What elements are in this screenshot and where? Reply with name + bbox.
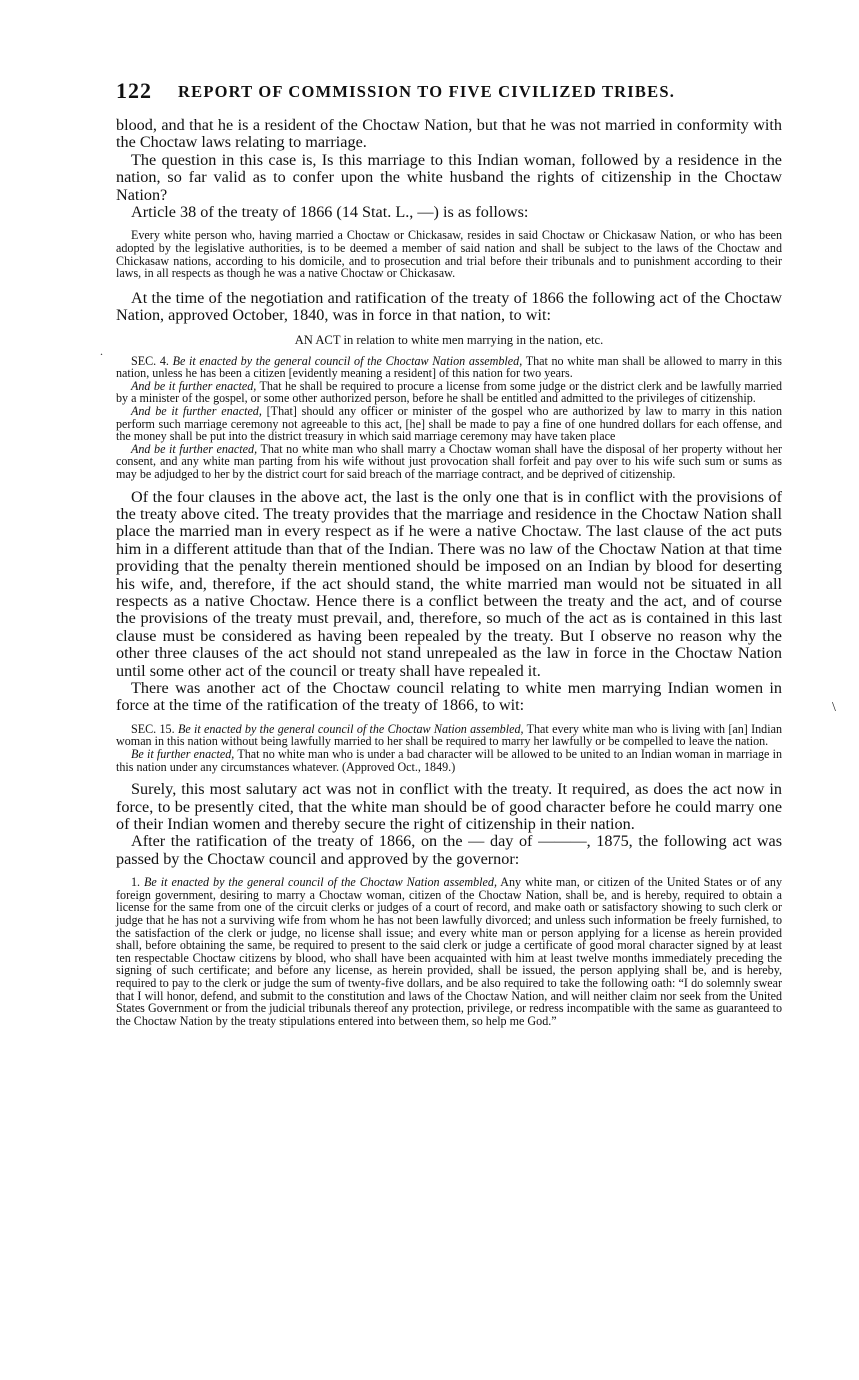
clause-3-text: [That] should any officer or minister of the gospel who are authorized by law to marry in this nation perform such marriage ceremony not agreeable to this act, [he] shall be made to pay a fine of one hundred dollars for each offense, and the money shall be put into the district treasury in which said marriage ceremony may have taken place (116, 404, 782, 444)
margin-tick: \ (832, 700, 836, 715)
section-15-clause-2-text: That no white man who is under a bad character will be allowed to be united to an Indian woman in marriage in this nation under any circumstances whatever. (116, 747, 782, 774)
section-15-approved: (Approved Oct., 1849.) (342, 759, 456, 774)
clause-2-text: That he shall be required to procure a license from some judge or the district clerk and be lawfully married by a minister of the gospel, or some other authorized person, before he shall be entitled and admitted to the privileges of citizenship. (116, 378, 782, 406)
paragraph-continuation: blood, and that he is a resident of the Choctaw Nation, but that he was not married in conformity with the Choctaw laws relating to marriage. (116, 116, 782, 152)
document-body (116, 117, 782, 1027)
paragraph-salutary-act: Surely, this most salutary act was not in conflict with the treaty. It required, as does the act now in force, to be presently cited, that the white man should be of good character before he could marry one of their Indian women and thereby secure the right of citizenship in their nation. (116, 780, 782, 834)
section-1-enacting: Be it enacted by the general council of the Choctaw Nation assembled, (144, 875, 497, 890)
section-4-enacting: Be it enacted by the general council of the Choctaw Nation assembled, (172, 353, 523, 368)
act-title: AN ACT in relation to white men marrying in the nation, etc. (294, 332, 604, 347)
quote-article-38: Every white person who, having married a Choctaw or Chickasaw, resides in said Choctaw or Chickasaw Nation, or who has been adopted by the legislative authorities, is to be deemed a member of said nation and shall be subject to the laws of the Choctaw and Chickasaw nations, according to his domicile, and to prosecution and trial before their tribunals and to punishment according to their laws, in all respects as though he was a native Choctaw or Chickasaw. (116, 228, 782, 281)
section-1-lead: 1. (131, 875, 141, 890)
section-4-clause-2 (116, 380, 782, 405)
section-4-clause-3 (116, 405, 782, 443)
clause-4-text: That no white man who shall marry a Choctaw woman shall have the disposal of her property without her consent, and any white man parting from his wife without just provocation shall forfeit and pay over to his wife such sum or sums as may be adjudged to her by the district court for said breach of the marriage contract, and be deprived of citizenship. (116, 441, 783, 481)
section-15-enacting: Be it enacted by the general council of the Choctaw Nation assembled, (177, 721, 524, 736)
running-title: REPORT OF COMMISSION TO FIVE CIVILIZED TRIBES. (178, 82, 676, 101)
section-15-lead: SEC. 15. (131, 721, 175, 736)
section-4-clause-4 (116, 443, 782, 481)
paragraph-article-38: Article 38 of the treaty of 1866 (14 Stat. L., —) is as follows: (131, 203, 529, 222)
section-4 (116, 355, 782, 380)
paragraph-1875-act: After the ratification of the treaty of 1866, on the — day of ———, 1875, the following act was passed by the Choctaw council and approved by the governor: (116, 832, 782, 868)
section-15 (116, 723, 782, 748)
section-4-text: That no white man shall be allowed to marry in this nation, unless he has been a citizen [evidently meaning a resident] of this nation for two years. (116, 353, 782, 381)
section-15-clause-2-enacting: Be it further enacted, (131, 747, 235, 762)
clause-3-enacting: And be it further enacted, (131, 404, 262, 418)
section-1-act-1875 (116, 876, 782, 1027)
section-15-clause-2 (116, 748, 782, 773)
page-number: 122 (116, 78, 152, 103)
section-15-text: That every white man who is living with [an] Indian woman in this nation without being lawfully married to her shall be required to marry her lawfully or be compelled to leave the nation. (116, 721, 782, 749)
clause-2-enacting: And be it further enacted, (131, 378, 257, 393)
clause-4-enacting: And be it further enacted, (131, 441, 258, 456)
margin-dot: . (100, 344, 103, 358)
section-1-text: Any white man, or citizen of the United States or of any foreign government, desiring to marry a Choctaw woman, citizen of the Choctaw Nation, shall be, and is hereby, required to obtain a license for the same from one of the circuit clerks or judges of a court of record, and make oath or satisfactory showing to such clerk or judge that he has not a surviving wife from whom he has not been lawfully divorced; and unless such information be freely furnished, to the satisfaction of the clerk or judge, no license shall issue; and every white man or person applying for a license as herein provided shall, before obtaining the same, be required to present to the said clerk or judge a certificate of good moral character signed by at least ten respectable Choctaw citizens by blood, who shall have been acquainted with him at least twelve months immediately preceding the signing of such certificate; and before any license, as herein provided, shall be issued, the person applying shall be, and is hereby, required to pay to the clerk or judge the sum of twenty-five dollars, and be also required to take the following oath: “I do solemnly swear that I will honor, defend, and submit to the constitution and laws of the Choctaw Nation, and will neither claim nor seek from the United States Government or from the judicial tribunals thereof any protection, privilege, or redress incompatible with the same as guaranteed to the Choctaw Nation by the treaty stipulations entered into between them, so help me God.” (116, 875, 782, 1028)
paragraph-act-1840: At the time of the negotiation and ratification of the treaty of 1866 the following act of the Choctaw Nation, approved October, 1840, was in force in that nation, to wit: (116, 288, 782, 325)
paragraph-analysis: Of the four clauses in the above act, the last is the only one that is in conflict with the provisions of the treaty above cited. The treaty provides that the marriage and residence in the Choctaw Nation shall place the married man in every respect as if he were a native Choctaw. The last clause of the act puts him in a different attitude than that of the Indian. There was no law of the Choctaw Nation at that time providing that the penalty therein mentioned should be imposed on an Indian by blood for deserting his wife, and, therefore, if the act should stand, the white married man would not be situated in all respects as a native Choctaw. Hence there is a conflict between the treaty and the act, and of course the provisions of the treaty must prevail, and, therefore, so much of the act as is contained in this last clause must be considered as having been repealed by the treaty. But I observe no reason why the other three clauses of the act should not stand unrepealed as the law in force in the Choctaw Nation until some other act of the council or treaty shall have repealed it. (116, 487, 782, 680)
page-header (116, 78, 736, 104)
section-4-lead: SEC. 4. (131, 353, 169, 368)
paragraph-another-act: There was another act of the Choctaw council relating to white men marrying Indian women in force at the time of the ratification of the treaty of 1866, to wit: (116, 679, 782, 715)
paragraph-question: The question in this case is, Is this marriage to this Indian woman, followed by a residence in the nation, so far valid as to confer upon the white husband the rights of citizenship in the Choctaw Nation? (116, 150, 782, 204)
